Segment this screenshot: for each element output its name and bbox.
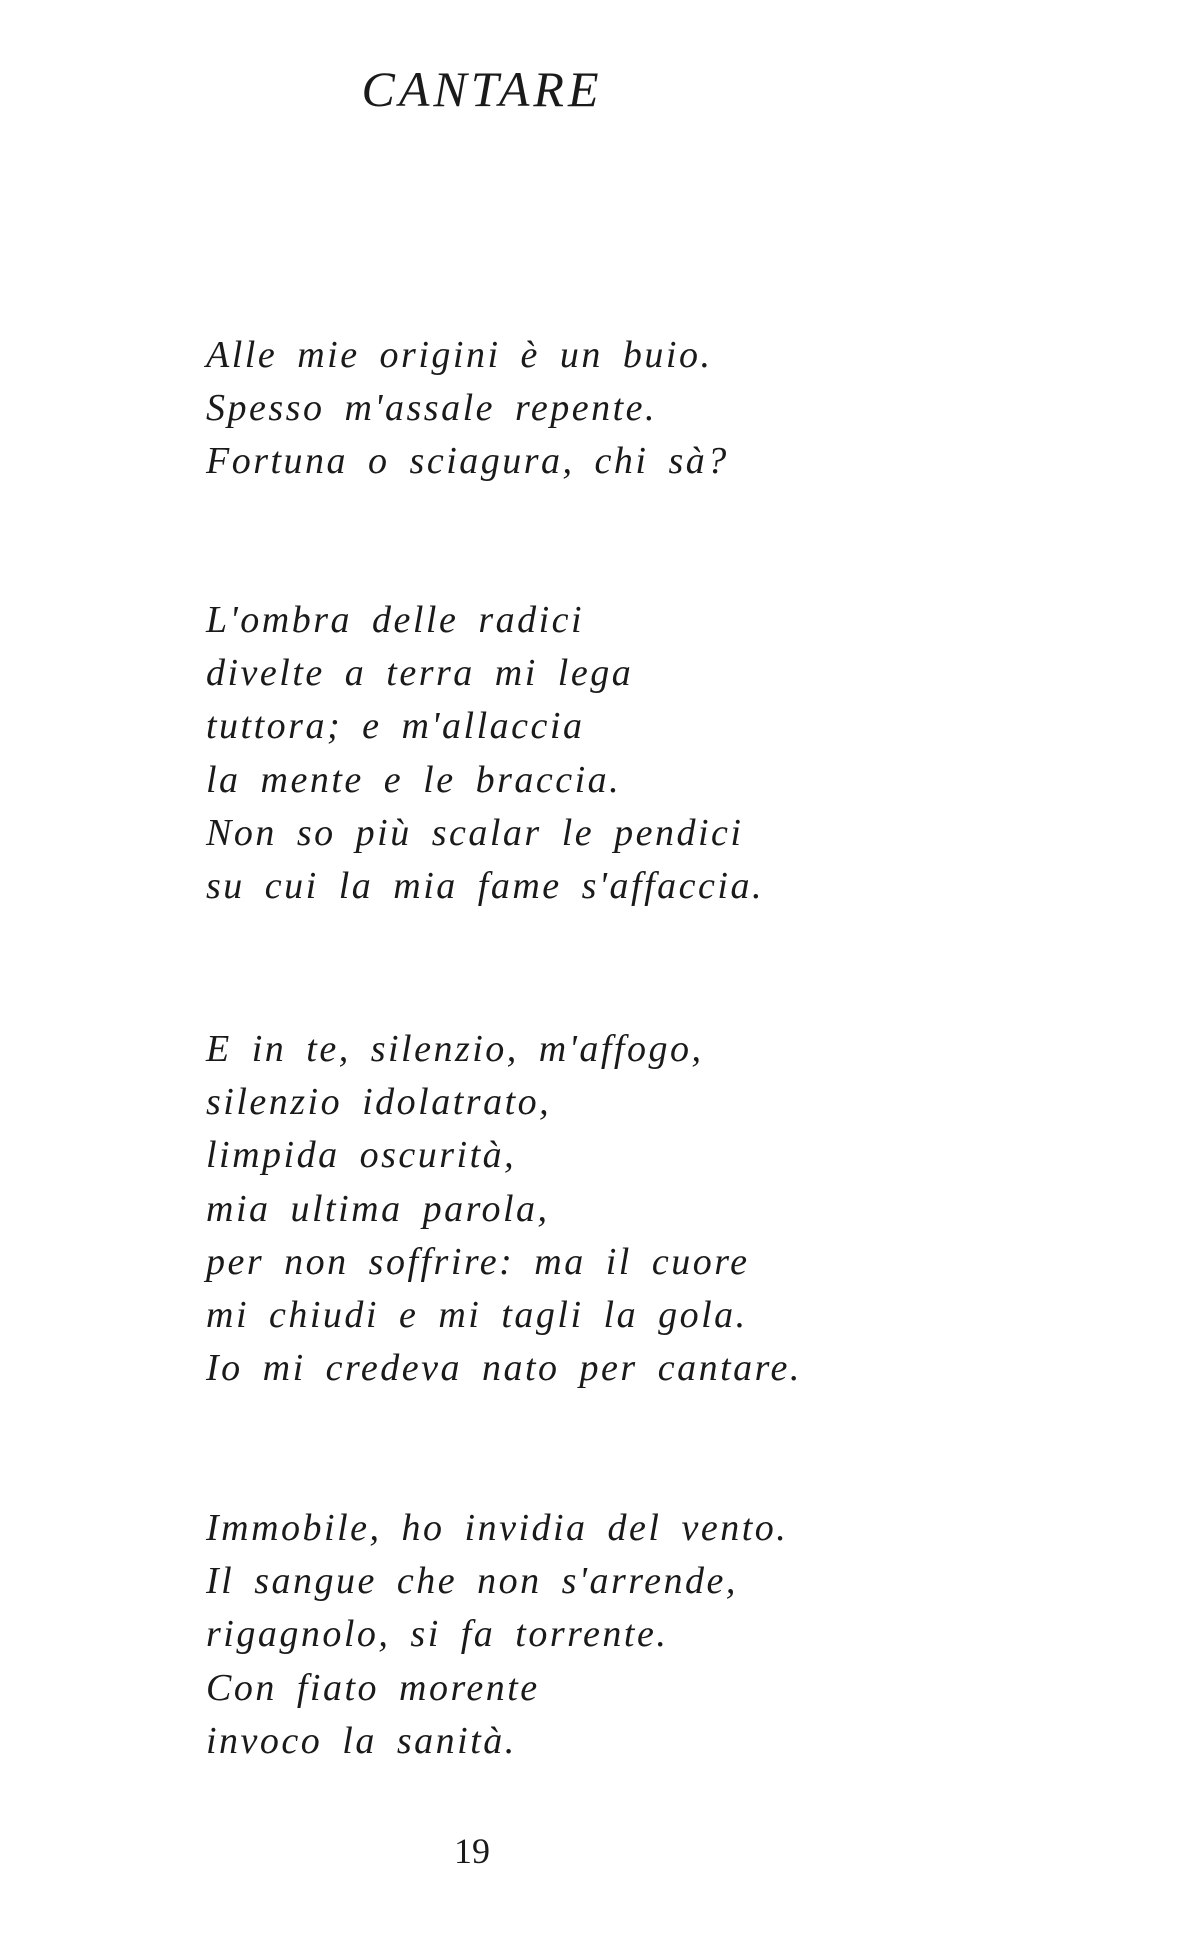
poem-line: tuttora; e m'allaccia [206, 705, 585, 748]
poem-line: Non so più scalar le pendici [206, 811, 744, 854]
poem-line: Spesso m'assale repente. [206, 387, 658, 430]
poem-line: Immobile, ho invidia del vento. [206, 1507, 789, 1549]
poem-line: mi chiudi e mi tagli la gola. [206, 1294, 748, 1337]
poem-line: mia ultima parola, [206, 1187, 550, 1230]
page-number: 19 [454, 1831, 490, 1871]
poem-line: su cui la mia fame s'affaccia. [206, 865, 764, 908]
poem-line: limpida oscurità, [206, 1134, 517, 1177]
poem-line: silenzio idolatrato, [206, 1081, 552, 1124]
poem-line: Io mi credeva nato per cantare. [206, 1347, 802, 1390]
stanza-4 [206, 1502, 788, 1768]
poem-line: per non soffrire: ma il cuore [206, 1240, 750, 1283]
poem-line: Con fiato morente [206, 1666, 540, 1709]
stanza-1 [206, 329, 729, 489]
poem-line: invoco la sanità. [206, 1719, 517, 1762]
poem-line: rigagnolo, si fa torrente. [206, 1613, 669, 1656]
poem-line: E in te, silenzio, m'affogo, [206, 1028, 704, 1070]
poem-line: Il sangue che non s'arrende, [206, 1560, 738, 1603]
poem-line: Fortuna o sciagura, chi sà? [206, 440, 729, 483]
stanza-3 [206, 1023, 802, 1395]
stanza-2 [206, 594, 764, 913]
poem-title: CANTARE [361, 61, 603, 117]
poem-line: Alle mie origini è un buio. [206, 334, 713, 376]
poem-line: la mente e le braccia. [206, 758, 622, 801]
poem-line: L'ombra delle radici [206, 599, 585, 641]
poem-line: divelte a terra mi lega [206, 652, 634, 695]
